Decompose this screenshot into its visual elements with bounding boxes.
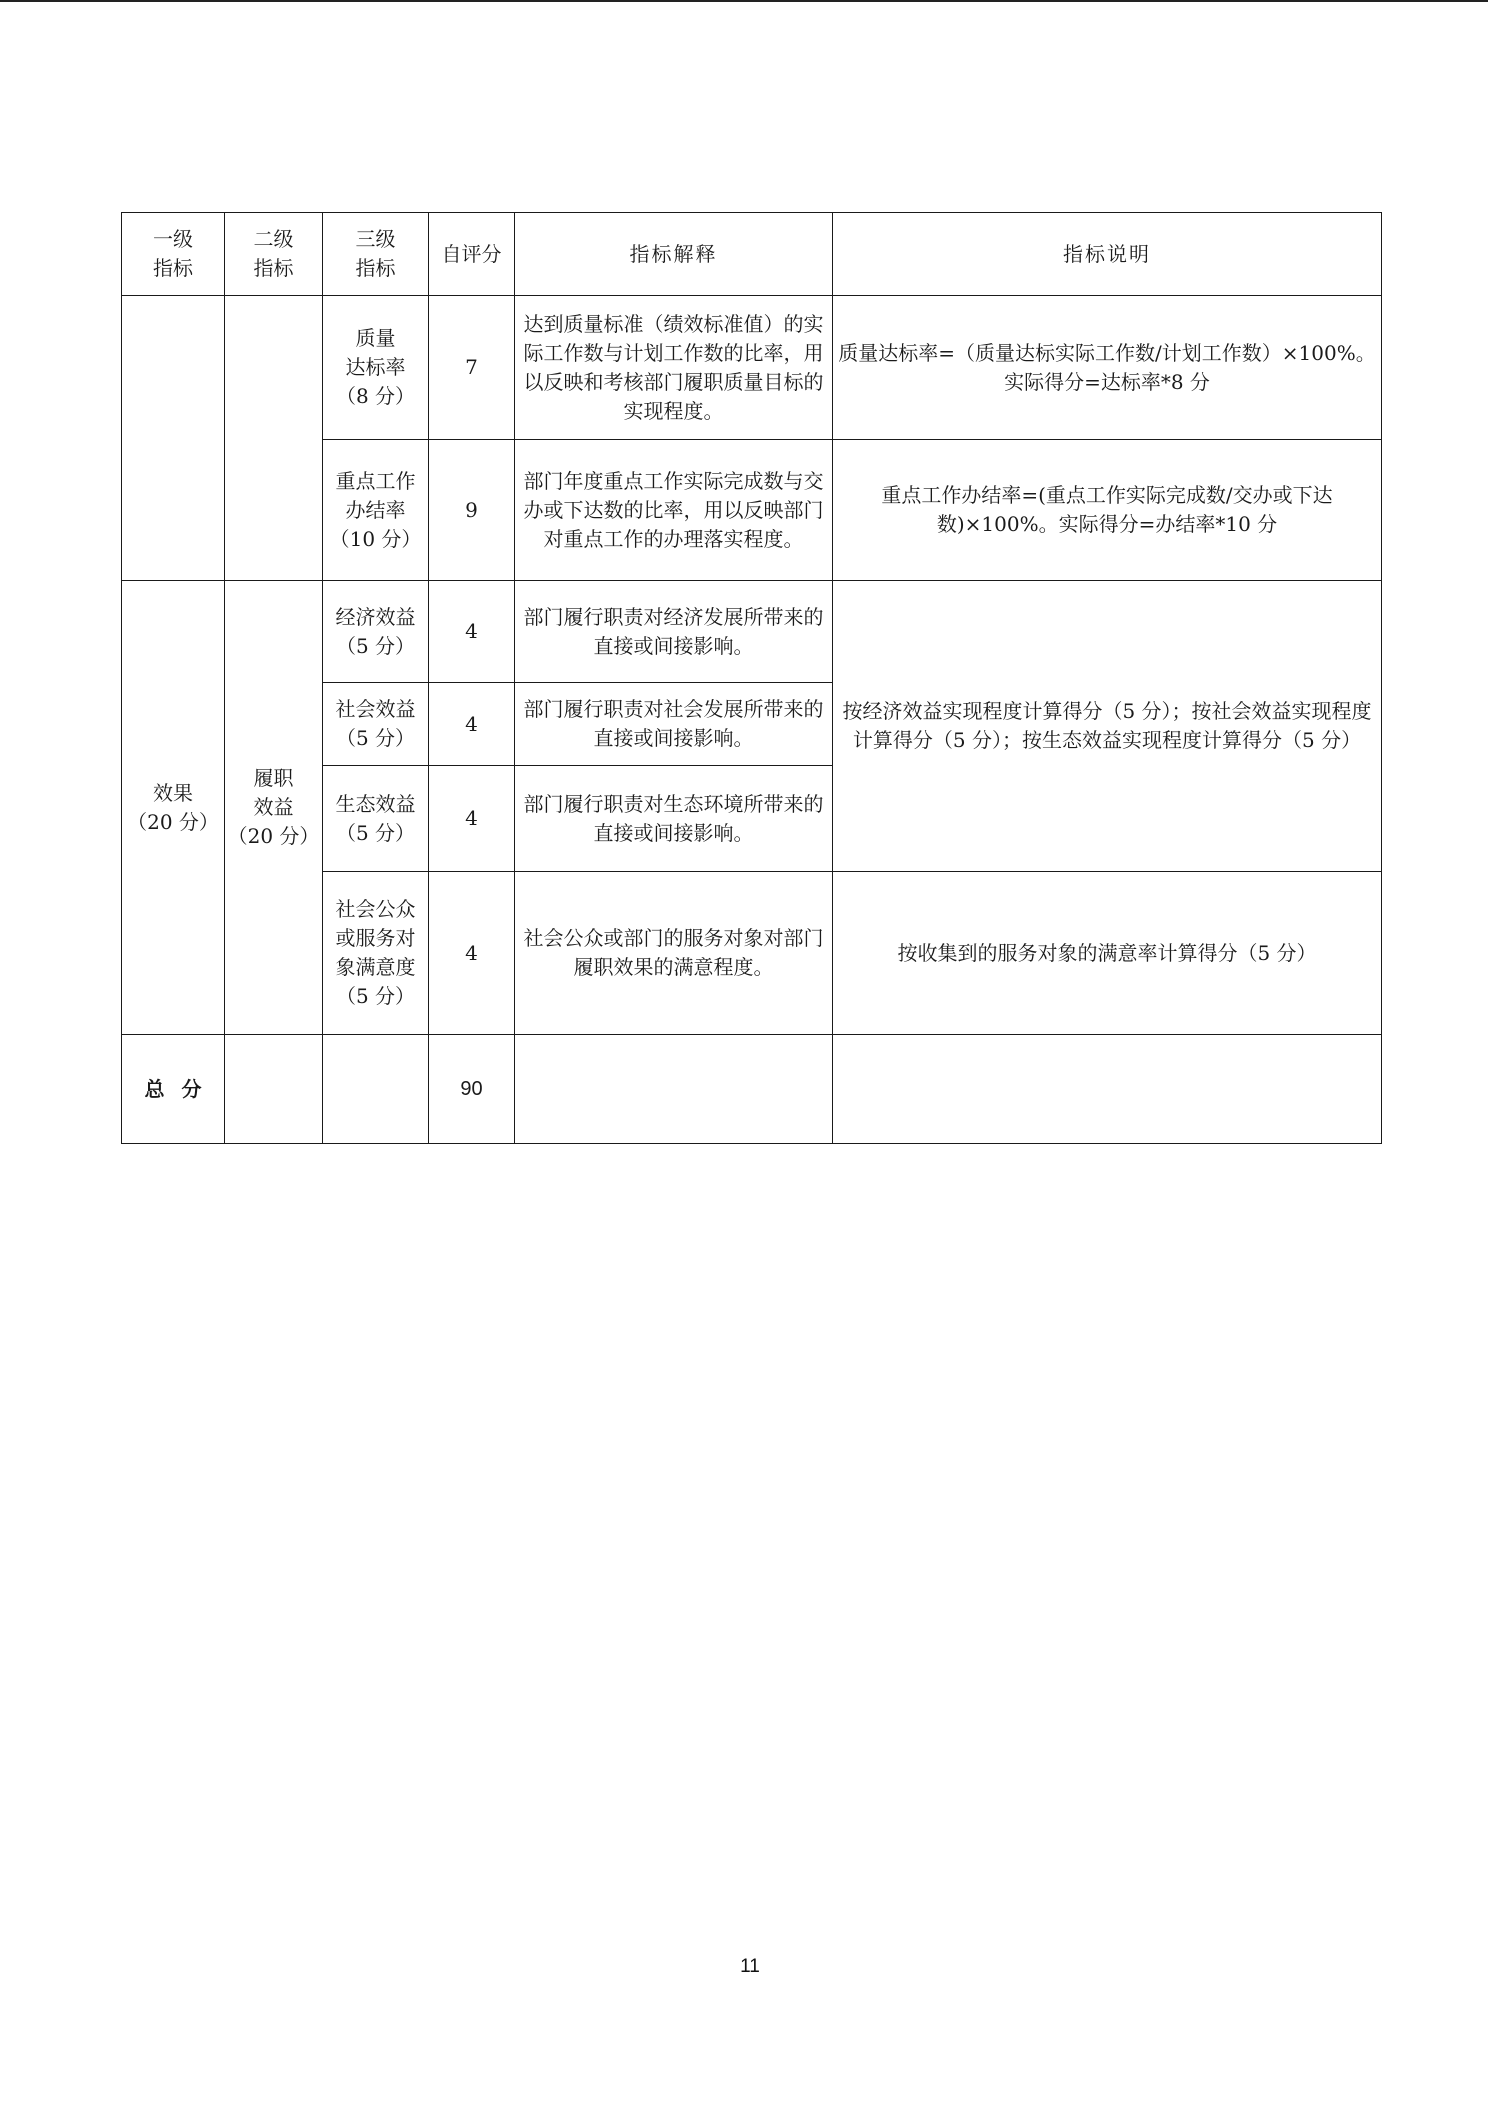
self-score-cell: 4 <box>429 766 515 872</box>
empty-level1-cell <box>122 296 225 581</box>
explanation-cell: 部门年度重点工作实际完成数与交办或下达数的比率，用以反映部门对重点工作的办理落实程度。 <box>515 440 833 581</box>
page-top-edge <box>0 0 1488 2</box>
level3-cell: 生态效益 （5 分） <box>323 766 429 872</box>
level3-cell: 重点工作 办结率 （10 分） <box>323 440 429 581</box>
table-row <box>122 581 1382 683</box>
empty-cell <box>225 1035 323 1144</box>
description-cell: 按收集到的服务对象的满意率计算得分（5 分） <box>833 872 1382 1035</box>
header-description: 指标说明 <box>833 213 1382 296</box>
table-header-row <box>122 213 1382 296</box>
empty-cell <box>515 1035 833 1144</box>
empty-level2-cell <box>225 296 323 581</box>
header-level3: 三级 指标 <box>323 213 429 296</box>
total-label-cell: 总 分 <box>122 1035 225 1144</box>
level3-cell: 经济效益 （5 分） <box>323 581 429 683</box>
self-score-cell: 4 <box>429 581 515 683</box>
level2-duty-benefit-cell: 履职 效益 （20 分） <box>225 581 323 1035</box>
header-self-score: 自评分 <box>429 213 515 296</box>
explanation-cell: 部门履行职责对社会发展所带来的直接或间接影响。 <box>515 683 833 766</box>
header-level1: 一级 指标 <box>122 213 225 296</box>
level3-cell: 质量 达标率 （8 分） <box>323 296 429 440</box>
total-row <box>122 1035 1382 1144</box>
description-cell: 重点工作办结率=(重点工作实际完成数/交办或下达数)×100%。实际得分=办结率*10 分 <box>833 440 1382 581</box>
level3-cell: 社会效益 （5 分） <box>323 683 429 766</box>
self-score-cell: 7 <box>429 296 515 440</box>
level1-effect-cell: 效果 （20 分） <box>122 581 225 1035</box>
description-cell: 质量达标率=（质量达标实际工作数/计划工作数）×100%。实际得分=达标率*8 分 <box>833 296 1382 440</box>
empty-cell <box>323 1035 429 1144</box>
self-score-cell: 9 <box>429 440 515 581</box>
empty-cell <box>833 1035 1382 1144</box>
benefit-description-cell: 按经济效益实现程度计算得分（5 分）；按社会效益实现程度计算得分（5 分）；按生态效益实现程度计算得分（5 分） <box>833 581 1382 872</box>
level3-cell: 社会公众 或服务对 象满意度 （5 分） <box>323 872 429 1035</box>
table-row <box>122 296 1382 440</box>
page-number: 11 <box>740 1956 760 1977</box>
explanation-cell: 社会公众或部门的服务对象对部门履职效果的满意程度。 <box>515 872 833 1035</box>
explanation-cell: 达到质量标准（绩效标准值）的实际工作数与计划工作数的比率，用以反映和考核部门履职质量目标的实现程度。 <box>515 296 833 440</box>
explanation-cell: 部门履行职责对经济发展所带来的直接或间接影响。 <box>515 581 833 683</box>
self-score-cell: 4 <box>429 683 515 766</box>
explanation-cell: 部门履行职责对生态环境所带来的直接或间接影响。 <box>515 766 833 872</box>
self-score-cell: 4 <box>429 872 515 1035</box>
header-level2: 二级 指标 <box>225 213 323 296</box>
header-explanation: 指标解释 <box>515 213 833 296</box>
total-score-cell: 90 <box>429 1035 515 1144</box>
performance-score-table <box>121 212 1382 1144</box>
